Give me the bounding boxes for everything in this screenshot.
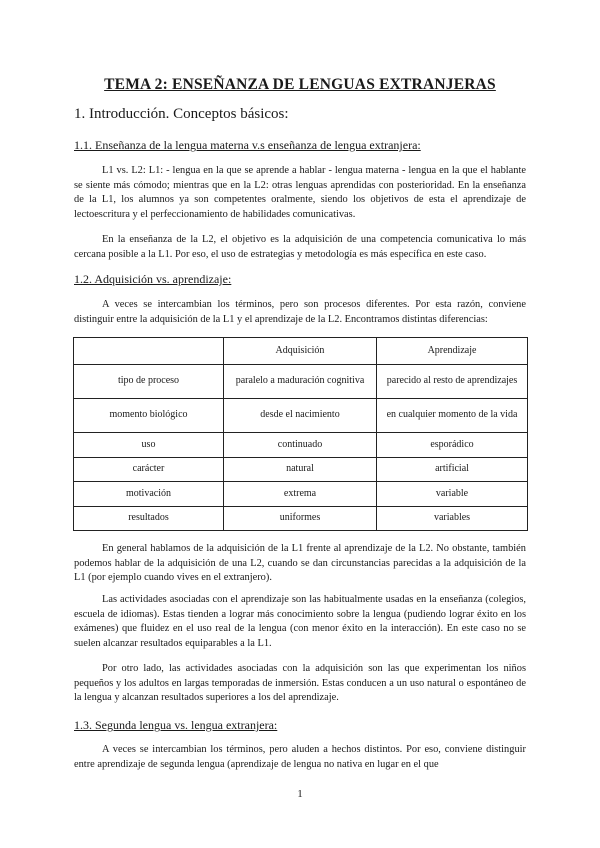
paragraph-adquisicion-l2: En general hablamos de la adquisición de la L1 frente al aprendizaje de la L2. No obstante, también podemos hablar de la adquisición de una L2, cuando se dan circunstancias parecidas a la adquisición de la L1 (por ejemplo cuando vives en el extranjero).: [74, 543, 526, 584]
table-row: [74, 506, 528, 531]
table-header-cell: Adquisición: [224, 338, 377, 365]
paragraph-l1-vs-l2: L1 vs. L2: L1: - lengua en la que se aprende a hablar - lengua materna - lengua en la que el hablante se siente más cómodo; mientras que en la L2: otras lenguas aprendidas con posterioridad. En la enseñanza de la L1, los alumnos ya son competentes oralmente, siendo los objetivos de esta el aprendizaje de lectoescritura y el perfeccionamiento de habilidades comunicativas.: [74, 165, 526, 221]
table-cell: variable: [377, 482, 528, 507]
table-header-cell: Aprendizaje: [377, 338, 528, 365]
table-cell: uniformes: [224, 506, 377, 531]
table-cell: carácter: [74, 457, 224, 482]
subsection-heading-1-3: 1.3. Segunda lengua vs. lengua extranjera:: [74, 718, 278, 732]
table-cell: artificial: [377, 457, 528, 482]
table-cell: parecido al resto de aprendizajes: [377, 365, 528, 399]
table-cell: variables: [377, 506, 528, 531]
table-cell: paralelo a maduración cognitiva: [224, 365, 377, 399]
table-cell: tipo de proceso: [74, 365, 224, 399]
table-row: [74, 457, 528, 482]
table-cell: motivación: [74, 482, 224, 507]
table-cell: natural: [224, 457, 377, 482]
table-cell: en cualquier momento de la vida: [377, 399, 528, 433]
table-cell: desde el nacimiento: [224, 399, 377, 433]
document-title: TEMA 2: ENSEÑANZA DE LENGUAS EXTRANJERAS: [104, 76, 496, 93]
paragraph-ensenanza-l2: En la enseñanza de la L2, el objetivo es la adquisición de una competencia comunicativa lo más cercana posible a la L1. Por eso, el uso de estrategias y metodología es más específica en este caso.: [74, 234, 526, 260]
table-row: [74, 433, 528, 458]
table-cell: continuado: [224, 433, 377, 458]
table-cell: momento biológico: [74, 399, 224, 433]
paragraph-actividades-adquisicion: Por otro lado, las actividades asociadas con la adquisición son las que experimentan los niños pequeños y los adultos en largas temporadas de inmersión. Estas conducen a un uso natural o espontáneo de la lengua y alcanzan resultados superiores a los del aprendizaje.: [74, 663, 526, 704]
table-cell: esporádico: [377, 433, 528, 458]
table-header-row: [74, 338, 528, 365]
comparison-table: [73, 337, 528, 531]
subsection-heading-1-1: 1.1. Enseñanza de la lengua materna v.s enseñanza de lengua extranjera:: [74, 138, 421, 152]
table-cell: resultados: [74, 506, 224, 531]
paragraph-actividades-aprendizaje: Las actividades asociadas con el aprendizaje son las habitualmente usadas en la enseñanza (colegios, escuela de idiomas). Estas tienden a lograr más conocimiento sobre la lengua (pudiendo lograr éxito en los exámenes) que fluidez en el uso real de la lengua (con menor éxito en la interacción). En este caso no se suelen alcanzar resultados equiparables a la L1.: [74, 594, 526, 650]
paragraph-adquisicion-intro: A veces se intercambian los términos, pero son procesos diferentes. Por esta razón, conviene distinguir entre la adquisición de la L1 y el aprendizaje de la L2. Encontramos distintas diferencias:: [74, 299, 526, 325]
table-cell: uso: [74, 433, 224, 458]
table-row: [74, 399, 528, 433]
page-number: 1: [297, 788, 303, 800]
subsection-heading-1-2: 1.2. Adquisición vs. aprendizaje:: [74, 272, 232, 286]
table-cell: extrema: [224, 482, 377, 507]
section-heading-introduccion: 1. Introducción. Conceptos básicos:: [74, 106, 289, 122]
table-row: [74, 482, 528, 507]
table-header-cell: [74, 338, 224, 365]
paragraph-segunda-lengua: A veces se intercambian los términos, pero aluden a hechos distintos. Por eso, conviene distinguir entre aprendizaje de segunda lengua (aprendizaje de lengua no nativa en lugar en el que: [74, 744, 526, 770]
table-row: [74, 365, 528, 399]
